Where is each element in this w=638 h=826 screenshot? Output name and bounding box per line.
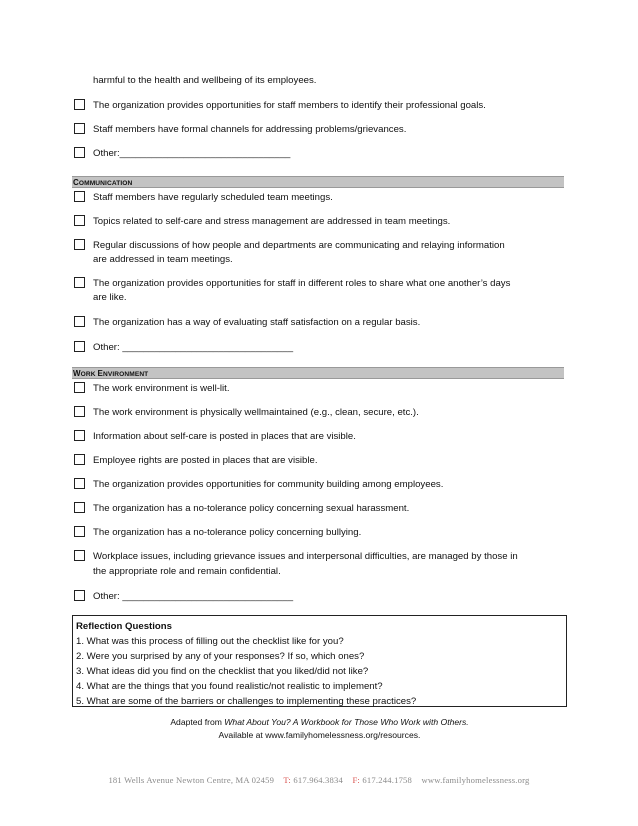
checklist-item-continuation: are addressed in team meetings. xyxy=(93,254,233,265)
reflection-title: Reflection Questions xyxy=(76,621,172,632)
checklist-item-label: Topics related to self-care and stress management are addressed in team meetings. xyxy=(93,216,451,227)
checklist-item-label: The work environment is physically wellmaintained (e.g., clean, secure, etc.). xyxy=(93,407,419,418)
checkbox[interactable] xyxy=(74,277,85,288)
checklist-item-label: The organization has a no-tolerance policy concerning sexual harassment. xyxy=(93,503,410,514)
reflection-question: 4. What are the things that you found realistic/not realistic to implement? xyxy=(76,681,383,692)
checklist-item-label: The work environment is well-lit. xyxy=(93,383,230,394)
checklist-item xyxy=(74,549,564,564)
checklist-item-label: Employee rights are posted in places that are visible. xyxy=(93,455,318,466)
checklist-item-label: The organization has a way of evaluating staff satisfaction on a regular basis. xyxy=(93,317,421,328)
checklist-item-label: Workplace issues, including grievance issues and interpersonal difficulties, are managed by those in xyxy=(93,551,518,562)
checkbox[interactable] xyxy=(74,147,85,158)
letterhead-footer xyxy=(0,775,638,785)
checklist-item-label: The organization provides opportunities for staff in different roles to share what one another’s days xyxy=(93,278,511,289)
footer-phone-label: T: xyxy=(283,775,292,785)
checklist-item-label: Staff members have formal channels for addressing problems/grievances. xyxy=(93,124,407,135)
checklist-item-label: The organization provides opportunities for staff members to identify their professional goals. xyxy=(93,100,486,111)
checklist-item xyxy=(74,340,564,355)
checkbox[interactable] xyxy=(74,526,85,537)
checklist-item-label: The organization provides opportunities for community building among employees. xyxy=(93,479,444,490)
checklist-item-label: The organization has a no-tolerance policy concerning bullying. xyxy=(93,527,362,538)
footer-phone: 617.964.3834 xyxy=(293,775,344,785)
checkbox[interactable] xyxy=(74,191,85,202)
checkbox[interactable] xyxy=(74,590,85,601)
checklist-item-label: Other:________________________________ xyxy=(93,148,291,159)
reflection-question: 5. What are some of the barriers or challenges to implementing these practices? xyxy=(76,696,417,707)
checklist-item-continuation: the appropriate role and remain confidential. xyxy=(93,566,281,577)
checklist-item-label: Staff members have regularly scheduled team meetings. xyxy=(93,192,333,203)
reflection-questions-box xyxy=(72,615,567,707)
checklist-item-label: Other: ________________________________ xyxy=(93,342,294,353)
checkbox[interactable] xyxy=(74,478,85,489)
footer-fax-label: F: xyxy=(352,775,361,785)
reflection-question: 3. What ideas did you find on the checklist that you liked/did not like? xyxy=(76,666,369,677)
checklist-item xyxy=(74,98,564,113)
checkbox[interactable] xyxy=(74,430,85,441)
reflection-question: 1. What was this process of filling out the checklist like for you? xyxy=(76,636,344,647)
checkbox[interactable] xyxy=(74,215,85,226)
checklist-item xyxy=(74,453,564,468)
checkbox[interactable] xyxy=(74,406,85,417)
checklist-item xyxy=(74,122,564,137)
checklist-item xyxy=(74,405,564,420)
checkbox[interactable] xyxy=(74,550,85,561)
footer-fax: 617.244.1758 xyxy=(362,775,413,785)
intro-continuation: harmful to the health and wellbeing of its employees. xyxy=(93,75,317,86)
checklist-item xyxy=(74,190,564,205)
checklist-item xyxy=(74,276,564,291)
attribution-line xyxy=(72,716,567,729)
checklist-item-label: Other: ________________________________ xyxy=(93,591,294,602)
checklist-item-label: Information about self-care is posted in places that are visible. xyxy=(93,431,356,442)
section-title-rest: OMMUNICATION xyxy=(78,180,133,187)
checkbox[interactable] xyxy=(74,454,85,465)
section-header-work-environment xyxy=(72,367,564,379)
attribution-book-title: What About You? A Workbook for Those Who Work with Others. xyxy=(224,717,469,727)
section-title-initial: C xyxy=(73,178,79,187)
checklist-item xyxy=(74,589,564,604)
checklist-item xyxy=(74,214,564,229)
section-header-communication xyxy=(72,176,564,188)
checkbox[interactable] xyxy=(74,502,85,513)
section-title-initial: W xyxy=(73,369,81,378)
checklist-item xyxy=(74,146,564,161)
checklist-item xyxy=(74,381,564,396)
checklist-item xyxy=(74,238,564,253)
footer-website[interactable]: www.familyhomelessness.org xyxy=(421,775,530,785)
attribution-prefix: Adapted from xyxy=(170,717,225,727)
section-title-rest-2: NVIRONMENT xyxy=(102,371,149,378)
section-title-rest: ORK xyxy=(80,371,98,378)
checkbox[interactable] xyxy=(74,239,85,250)
checkbox[interactable] xyxy=(74,341,85,352)
attribution-url-line: Available at www.familyhomelessness.org/resources. xyxy=(218,730,421,740)
checkbox[interactable] xyxy=(74,316,85,327)
checklist-item xyxy=(74,315,564,330)
reflection-question: 2. Were you surprised by any of your responses? If so, which ones? xyxy=(76,651,365,662)
checklist-item xyxy=(74,429,564,444)
checklist-item-label: Regular discussions of how people and departments are communicating and relaying information xyxy=(93,240,505,251)
checkbox[interactable] xyxy=(74,382,85,393)
checkbox[interactable] xyxy=(74,99,85,110)
checklist-item-continuation: are like. xyxy=(93,292,127,303)
checkbox[interactable] xyxy=(74,123,85,134)
footer-address: 181 Wells Avenue Newton Centre, MA 02459 xyxy=(108,775,275,785)
section-title-initial-2: E xyxy=(97,369,103,378)
checklist-item xyxy=(74,477,564,492)
checklist-item xyxy=(74,501,564,516)
checklist-item xyxy=(74,525,564,540)
